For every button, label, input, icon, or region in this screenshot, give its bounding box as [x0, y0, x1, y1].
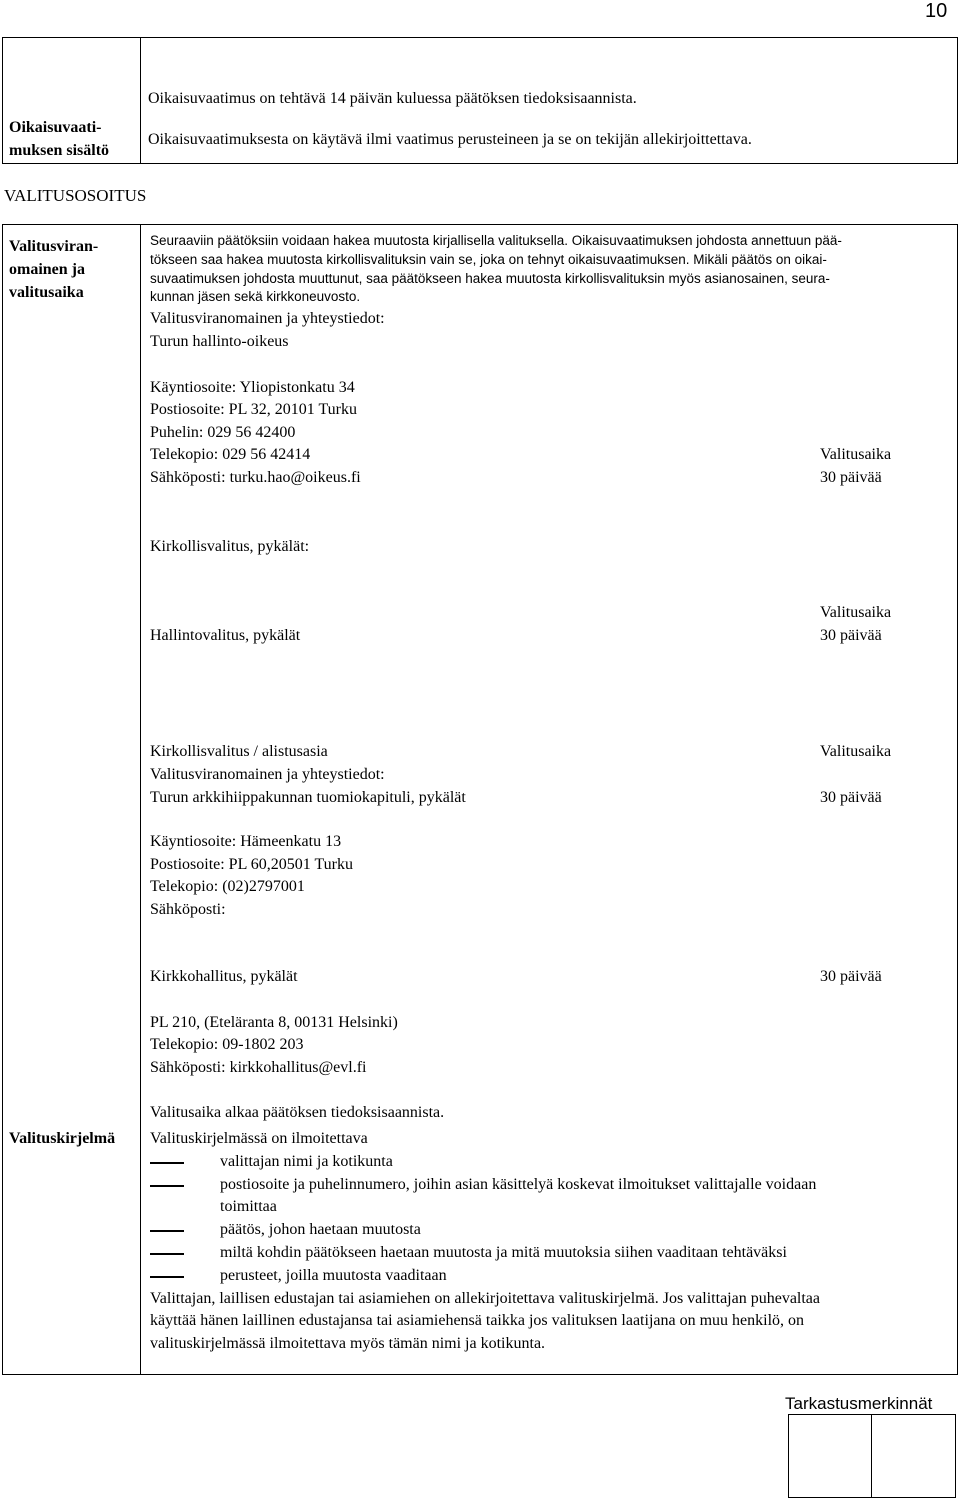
kirkkohallitus-email: Sähköposti: kirkkohallitus@evl.fi	[150, 1059, 367, 1076]
hao-fax: Telekopio: 029 56 42414	[150, 446, 311, 463]
intro-line3: suvaatimuksen johdosta muuttunut, saa päätökseen hakea muutosta kirkollisvalituksin myös asianosainen, seura-	[150, 271, 830, 286]
section1-right-border	[957, 37, 958, 164]
section2-left-border	[2, 224, 3, 1375]
hao-time-value: 30 päivää	[820, 469, 882, 486]
intro-line1: Seuraaviin päätöksiin voidaan hakea muutosta kirjallisella valituksella. Oikaisuvaatimuksen johdosta annettuun pää-	[150, 233, 842, 248]
list-item: päätös, johon haetaan muutosta	[220, 1221, 421, 1238]
alistus-time-label: Valitusaika	[820, 743, 892, 760]
kirkkohallitus-fax: Telekopio: 09-1802 203	[150, 1036, 304, 1053]
hao-email: Sähköposti: turku.hao@oikeus.fi	[150, 469, 361, 486]
alistus-line3: Turun arkkihiippakunnan tuomiokapituli, pykälät	[150, 789, 466, 806]
list-item-continuation: toimittaa	[220, 1198, 277, 1215]
page-number: 10	[925, 0, 948, 22]
bullet-dash	[150, 1230, 184, 1232]
bullet-dash	[150, 1276, 184, 1278]
start-note: Valitusaika alkaa päätöksen tiedoksisaannista.	[150, 1104, 445, 1121]
alistus-line1: Kirkollisvalitus / alistusasia	[150, 743, 328, 760]
alistus-visiting-address: Käyntiosoite: Hämeenkatu 13	[150, 833, 342, 850]
inspection-marks-box	[788, 1414, 956, 1498]
section1-label-line1: Oikaisuvaati-	[9, 119, 102, 136]
hao-time-label: Valitusaika	[820, 446, 892, 463]
kirkkohallitus-label: Kirkkohallitus, pykälät	[150, 968, 298, 985]
list-item: miltä kohdin päätökseen haetaan muutosta ja mitä muutoksia siihen vaaditaan tehtäväksi	[220, 1244, 787, 1261]
hao-name: Turun hallinto-oikeus	[150, 333, 289, 350]
section3-bottom-border	[2, 1374, 958, 1375]
list-item: postiosoite ja puhelinnumero, joihin asian käsittelyä koskevat ilmoitukset valittajalle voidaan	[220, 1176, 817, 1193]
closing-line2: käyttää hänen laillinen edustajansa tai asiamiehensä taikka jos valituksen laatijana on muu henkilö, on	[150, 1312, 805, 1329]
section1-line2: Oikaisuvaatimuksesta on käytävä ilmi vaatimus perusteineen ja se on tekijän allekirjoittettava.	[148, 131, 752, 148]
inspection-marks-divider	[871, 1415, 872, 1497]
list-item: perusteet, joilla muutosta vaaditaan	[220, 1267, 447, 1284]
intro-line2: tökseen saa hakea muutosta kirkollisvalituksin vain se, joka on tehnyt oikaisuvaatimuksen. Mikäli päätös on oikai-	[150, 252, 827, 267]
alistus-time-value: 30 päivää	[820, 789, 882, 806]
alistus-postal-address: Postiosoite: PL 60,20501 Turku	[150, 856, 354, 873]
section1-divider	[140, 37, 141, 164]
section2-label-line2: omainen ja	[9, 261, 85, 278]
section-heading: VALITUSOSOITUS	[4, 186, 147, 205]
section2-top-border	[2, 224, 958, 225]
intro-line4: kunnan jäsen sekä kirkkoneuvosto.	[150, 289, 361, 304]
section2-right-border	[957, 224, 958, 1375]
closing-line3: valituskirjelmässä ilmoitettava myös tämän nimi ja kotikunta.	[150, 1335, 546, 1352]
closing-line1: Valittajan, laillisen edustajan tai asiamiehen on allekirjoitettava valituskirjelmä. Jos valittajan puhevaltaa	[150, 1290, 821, 1307]
section3-label: Valituskirjelmä	[9, 1130, 116, 1147]
hao-contact-heading: Valitusviranomainen ja yhteystiedot:	[150, 310, 385, 327]
list-item: valittajan nimi ja kotikunta	[220, 1153, 393, 1170]
section3-intro: Valituskirjelmässä on ilmoitettava	[150, 1130, 368, 1147]
kirkollisvalitus-label: Kirkollisvalitus, pykälät:	[150, 538, 310, 555]
alistus-line2: Valitusviranomainen ja yhteystiedot:	[150, 766, 385, 783]
section1-line1: Oikaisuvaatimus on tehtävä 14 päivän kuluessa päätöksen tiedoksisaannista.	[148, 90, 637, 107]
section2-divider	[140, 224, 141, 1375]
footer-label: Tarkastusmerkinnät	[785, 1394, 933, 1413]
hallintovalitus-time-label: Valitusaika	[820, 604, 892, 621]
section1-label-line2: muksen sisältö	[9, 142, 110, 159]
kirkkohallitus-address: PL 210, (Eteläranta 8, 00131 Helsinki)	[150, 1014, 398, 1031]
hao-visiting-address: Käyntiosoite: Yliopistonkatu 34	[150, 379, 355, 396]
section1-bottom-border	[2, 163, 958, 164]
hallintovalitus-label: Hallintovalitus, pykälät	[150, 627, 301, 644]
alistus-email: Sähköposti:	[150, 901, 226, 918]
section2-label-line1: Valitusviran-	[9, 238, 99, 255]
alistus-fax: Telekopio: (02)2797001	[150, 878, 305, 895]
section2-label-line3: valitusaika	[9, 284, 84, 301]
bullet-dash	[150, 1185, 184, 1187]
section1-left-border	[2, 37, 3, 164]
hallintovalitus-time-value: 30 päivää	[820, 627, 882, 644]
hao-postal-address: Postiosoite: PL 32, 20101 Turku	[150, 401, 358, 418]
kirkkohallitus-time-value: 30 päivää	[820, 968, 882, 985]
bullet-dash	[150, 1253, 184, 1255]
bullet-dash	[150, 1162, 184, 1164]
section1-top-border	[2, 37, 958, 38]
hao-phone: Puhelin: 029 56 42400	[150, 424, 296, 441]
